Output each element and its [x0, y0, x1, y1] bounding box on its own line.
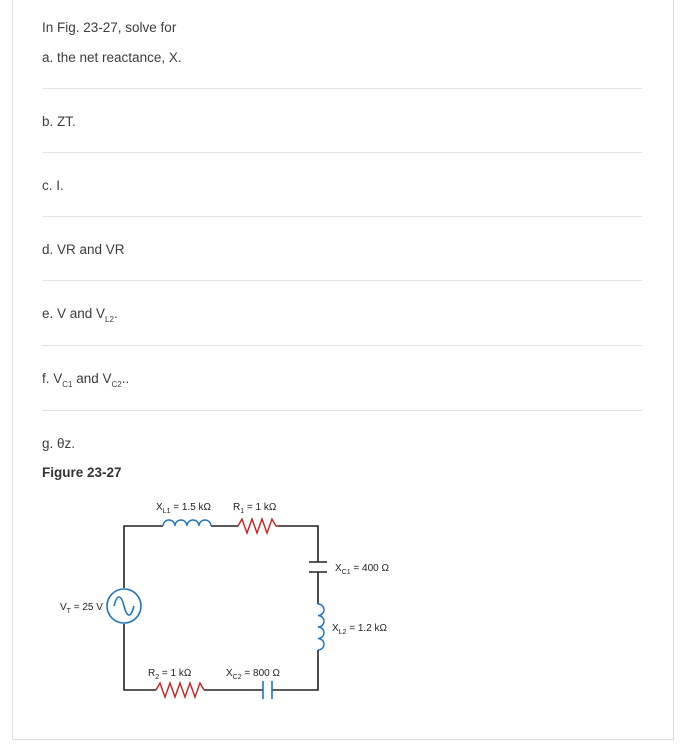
part-a: a. the net reactance, X.	[42, 50, 182, 65]
xl2-label: $X_{L2} = 1.2$ kΩ	[332, 623, 388, 636]
part-f-subscript-1: C1	[62, 380, 73, 389]
resistor-r1	[238, 519, 278, 533]
xc1-label: $X_{C1} = 400$ Ω	[335, 563, 389, 576]
part-b: b. ZT.	[42, 114, 76, 129]
figure-title: Figure 23-27	[42, 465, 122, 480]
resistor-r2	[156, 683, 204, 697]
part-f-subscript-2: C2	[111, 380, 122, 389]
part-c: c. I.	[42, 178, 64, 193]
part-f-mid: and V	[72, 371, 112, 386]
capacitor-xc2	[263, 681, 272, 699]
part-e-suffix: .	[113, 306, 118, 321]
question-intro: In Fig. 23-27, solve for	[42, 20, 177, 35]
r2-label: $R_2 = 1$ kΩ	[148, 668, 192, 681]
part-f-text: f. V	[42, 371, 63, 386]
part-g: g. θz.	[42, 436, 76, 451]
inductor-xl2	[318, 604, 324, 650]
part-f-suffix: ..	[121, 371, 130, 386]
inductor-xl1	[163, 520, 211, 526]
part-e-text: e. V and V	[42, 306, 106, 321]
circuit-wires	[124, 526, 318, 690]
ac-source	[107, 589, 141, 623]
vt-label: $V_T = 25$ V	[60, 602, 103, 615]
capacitor-xc1	[309, 562, 327, 572]
xl1-label: $X_{L1} = 1.5$ kΩ	[156, 502, 212, 515]
xc2-label: $X_{C2} = 800$ Ω	[226, 668, 280, 681]
part-e-subscript: L2	[105, 315, 114, 324]
part-d: d. VR and VR	[42, 242, 125, 257]
r1-label: $R_1 = 1$ kΩ	[233, 502, 277, 515]
